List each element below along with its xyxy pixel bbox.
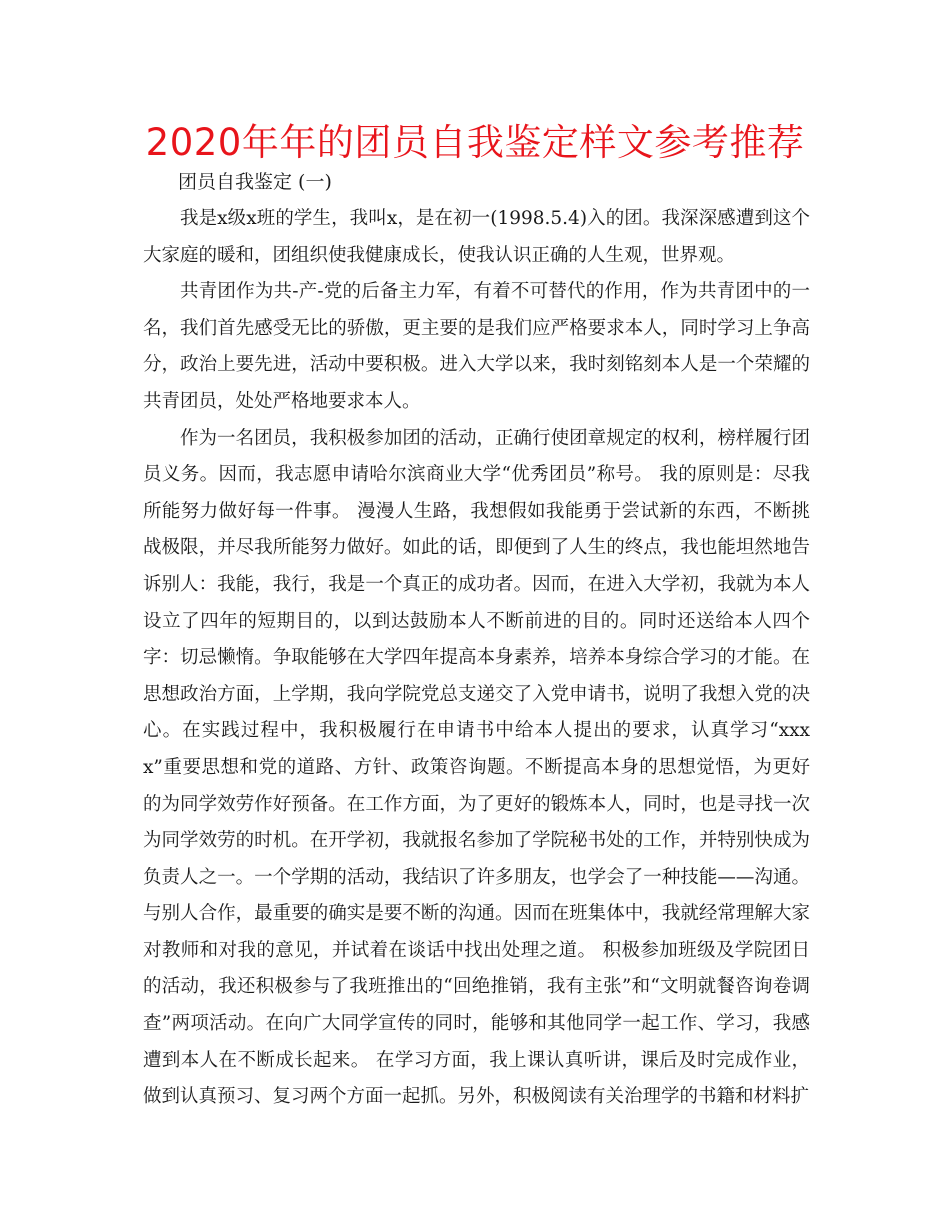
document-body [143,201,810,1116]
paragraph-1: 我是x级x班的学生，我叫x，是在初一(1998.5.4)入的团。我深深感遭到这个大家庭的暖和，团组织使我健康成长，使我认识正确的人生观，世界观。 [143,208,810,266]
paragraph-2: 共青团作为共-产-党的后备主力军，有着不可替代的作用，作为共青团中的一名，我们首先感受无比的骄傲，更主要的是我们应严格要求本人，同时学习上争高分，政治上要先进，活动中要积极。进入大学以来，我时刻铭刻本人是一个荣耀的共青团员，处处严格地要求本人。 [143,281,810,412]
document-title: 2020年年的团员自我鉴定样文参考推荐 [145,121,805,164]
section-heading: 团员自我鉴定 (一) [178,171,332,193]
paragraph-3: 作为一名团员，我积极参加团的活动，正确行使团章规定的权利，榜样履行团员义务。因而，我志愿申请哈尔滨商业大学“优秀团员”称号。 我的原则是：尽我所能努力做好每一件事。 漫漫人生路，我想假如我能勇于尝试新的东西，不断挑战极限，并尽我所能努力做好。如此的话，即便到了人生的终点，我也能坦然地告诉别人：我能，我行，我是一个真正的成功者。因而，在进入大学初，我就为本人设立了四年的短期目的，以到达鼓励本人不断前进的目的。同时还送给本人四个字：切忌懒惰。争取能够在大学四年提高本身素养，培养本身综合学习的才能。在思想政治方面，上学期，我向学院党总支递交了入党申请书，说明了我想入党的决心。在实践过程中，我积极履行在申请书中给本人提出的要求，认真学习“xxxx”重要思想和党的道路、方针、政策咨询题。不断提高本身的思想觉悟，为更好的为同学效劳作好预备。在工作方面，为了更好的锻炼本人，同时，也是寻找一次为同学效劳的时机。在开学初，我就报名参加了学院秘书处的工作，并特别快成为负责人之一。一个学期的活动，我结识了许多朋友，也学会了一种技能——沟通。与别人合作，最重要的确实是要不断的沟通。因而在班集体中，我就经常理解大家对教师和对我的意见，并试着在谈话中找出处理之道。 积极参加班级及学院团日的活动，我还积极参与了我班推出的“回绝推销，我有主张”和“文明就餐咨询卷调查”两项活动。在向广大同学宣传的同时，能够和其他同学一起工作、学习，我感遭到本人在不断成长起来。 在学习方面，我上课认真听讲，课后及时完成作业，做到认真预习、复习两个方面一起抓。另外，积极阅读有关治理学的书籍和材料扩 [143,427,810,1108]
